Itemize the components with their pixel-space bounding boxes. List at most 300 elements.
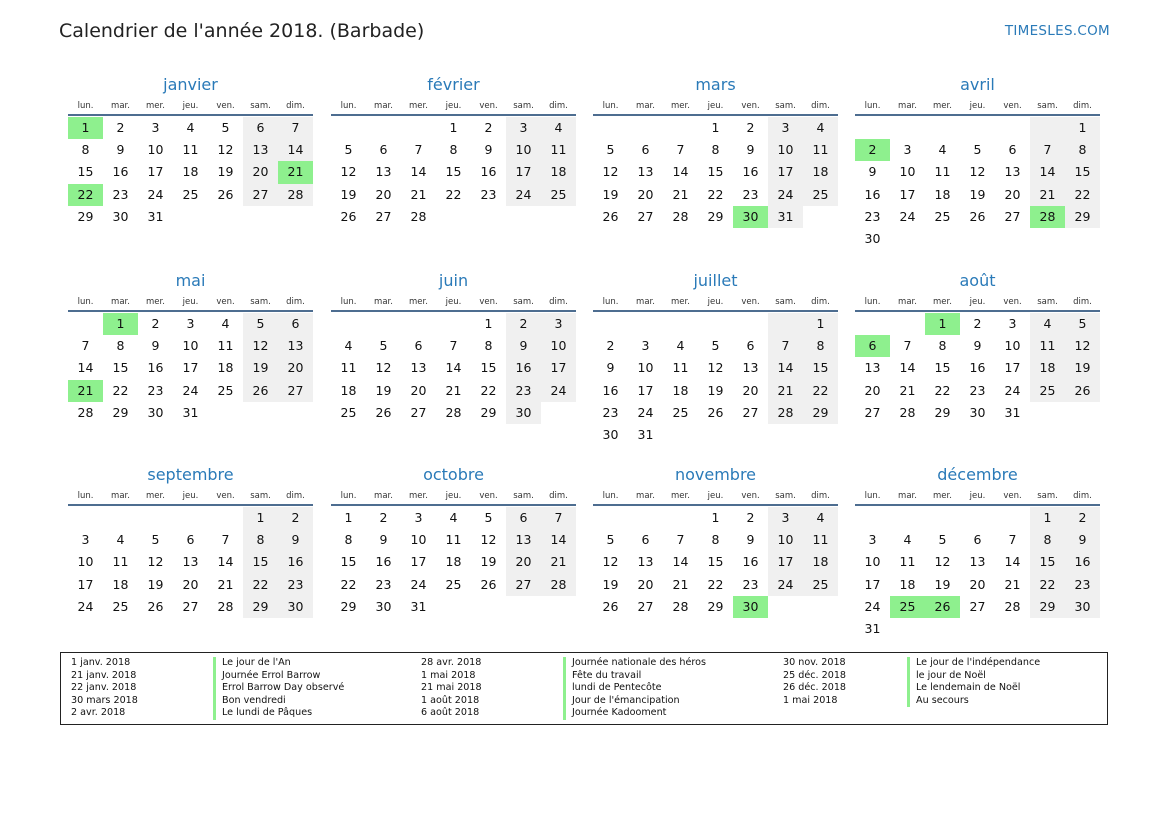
day-cell[interactable]: 1 [711,120,720,135]
day-cell[interactable]: 26 [602,208,619,224]
day-cell[interactable]: 21 [672,576,689,592]
day-cell[interactable]: 13 [375,164,392,180]
day-cell[interactable]: 7 [676,142,685,158]
day-cell[interactable]: 2 [116,120,125,135]
day-cell[interactable]: 10 [410,532,427,548]
day-cell[interactable]: 28 [541,574,576,596]
day-cell[interactable]: 26 [480,576,497,592]
day-cell[interactable]: 25 [340,404,357,420]
day-cell[interactable]: 10 [147,142,164,158]
day-cell[interactable]: 31 [768,206,803,228]
day-cell[interactable]: 2 [746,120,755,135]
day-cell[interactable]: 26 [1065,380,1100,402]
day-cell[interactable]: 23 [278,574,313,596]
day-cell[interactable]: 7 [768,335,803,357]
day-cell[interactable]: 3 [414,510,423,525]
day-cell[interactable]: 19 [340,186,357,202]
day-cell[interactable]: 17 [637,382,654,398]
day-cell[interactable]: 9 [484,142,493,158]
day-cell[interactable]: 21 [768,380,803,402]
day-cell[interactable]: 3 [641,338,650,354]
day-cell[interactable]: 24 [506,184,541,206]
day-cell[interactable]: 11 [803,529,838,551]
day-cell[interactable]: 13 [637,164,654,180]
brand-logo-link[interactable]: TIMESLES.COM [1004,23,1110,39]
day-cell[interactable]: 11 [112,554,129,570]
day-cell[interactable]: 9 [151,338,160,354]
holiday-day-cell[interactable]: 1 [68,117,103,139]
day-cell[interactable]: 14 [672,164,689,180]
day-cell[interactable]: 27 [742,404,759,420]
day-cell[interactable]: 17 [768,551,803,573]
day-cell[interactable]: 20 [410,382,427,398]
day-cell[interactable]: 11 [672,360,689,376]
day-cell[interactable]: 12 [243,335,278,357]
day-cell[interactable]: 12 [602,164,619,180]
day-cell[interactable]: 16 [1065,551,1100,573]
day-cell[interactable]: 28 [278,184,313,206]
day-cell[interactable]: 1 [803,313,838,335]
day-cell[interactable]: 19 [480,554,497,570]
day-cell[interactable]: 18 [803,161,838,183]
day-cell[interactable]: 16 [112,164,129,180]
day-cell[interactable]: 14 [217,554,234,570]
day-cell[interactable]: 5 [1065,313,1100,335]
day-cell[interactable]: 23 [506,380,541,402]
day-cell[interactable]: 30 [506,402,541,424]
day-cell[interactable]: 16 [742,164,759,180]
day-cell[interactable]: 12 [1065,335,1100,357]
day-cell[interactable]: 14 [541,529,576,551]
day-cell[interactable]: 9 [116,142,125,158]
day-cell[interactable]: 6 [1008,142,1017,158]
day-cell[interactable]: 28 [768,402,803,424]
day-cell[interactable]: 20 [637,186,654,202]
day-cell[interactable]: 20 [375,186,392,202]
day-cell[interactable]: 12 [934,554,951,570]
day-cell[interactable]: 15 [243,551,278,573]
day-cell[interactable]: 24 [147,186,164,202]
day-cell[interactable]: 12 [969,164,986,180]
holiday-day-cell[interactable]: 28 [1030,206,1065,228]
day-cell[interactable]: 6 [278,313,313,335]
day-cell[interactable]: 22 [803,380,838,402]
day-cell[interactable]: 18 [934,186,951,202]
day-cell[interactable]: 8 [449,142,458,158]
day-cell[interactable]: 30 [147,404,164,420]
day-cell[interactable]: 16 [278,551,313,573]
day-cell[interactable]: 6 [506,507,541,529]
day-cell[interactable]: 27 [375,208,392,224]
day-cell[interactable]: 27 [278,380,313,402]
day-cell[interactable]: 22 [707,576,724,592]
day-cell[interactable]: 13 [506,529,541,551]
day-cell[interactable]: 9 [379,532,388,548]
day-cell[interactable]: 4 [116,532,125,548]
day-cell[interactable]: 20 [637,576,654,592]
day-cell[interactable]: 13 [969,554,986,570]
day-cell[interactable]: 23 [147,382,164,398]
day-cell[interactable]: 27 [864,404,881,420]
day-cell[interactable]: 9 [868,164,877,180]
day-cell[interactable]: 8 [243,529,278,551]
day-cell[interactable]: 1 [1065,117,1100,139]
day-cell[interactable]: 24 [768,574,803,596]
day-cell[interactable]: 8 [711,142,720,158]
holiday-day-cell[interactable]: 1 [925,313,960,335]
day-cell[interactable]: 18 [217,360,234,376]
day-cell[interactable]: 4 [938,142,947,158]
day-cell[interactable]: 19 [375,382,392,398]
day-cell[interactable]: 8 [938,338,947,354]
day-cell[interactable]: 8 [1030,529,1065,551]
day-cell[interactable]: 6 [379,142,388,158]
day-cell[interactable]: 25 [445,576,462,592]
day-cell[interactable]: 11 [1030,335,1065,357]
day-cell[interactable]: 5 [243,313,278,335]
day-cell[interactable]: 15 [340,554,357,570]
day-cell[interactable]: 3 [903,142,912,158]
day-cell[interactable]: 20 [1004,186,1021,202]
day-cell[interactable]: 2 [746,510,755,525]
day-cell[interactable]: 21 [541,551,576,573]
day-cell[interactable]: 26 [340,208,357,224]
day-cell[interactable]: 9 [278,529,313,551]
day-cell[interactable]: 6 [186,532,195,548]
day-cell[interactable]: 18 [672,382,689,398]
day-cell[interactable]: 19 [934,576,951,592]
day-cell[interactable]: 5 [151,532,160,548]
day-cell[interactable]: 8 [803,335,838,357]
day-cell[interactable]: 31 [637,426,654,442]
day-cell[interactable]: 25 [672,404,689,420]
day-cell[interactable]: 21 [1004,576,1021,592]
day-cell[interactable]: 24 [77,598,94,614]
day-cell[interactable]: 31 [1004,404,1021,420]
day-cell[interactable]: 24 [1004,382,1021,398]
day-cell[interactable]: 14 [410,164,427,180]
day-cell[interactable]: 10 [182,338,199,354]
day-cell[interactable]: 23 [742,576,759,592]
day-cell[interactable]: 12 [480,532,497,548]
day-cell[interactable]: 7 [541,507,576,529]
day-cell[interactable]: 27 [243,184,278,206]
day-cell[interactable]: 4 [541,117,576,139]
day-cell[interactable]: 20 [969,576,986,592]
day-cell[interactable]: 24 [541,380,576,402]
day-cell[interactable]: 17 [1004,360,1021,376]
day-cell[interactable]: 8 [484,338,493,354]
day-cell[interactable]: 7 [221,532,230,548]
day-cell[interactable]: 10 [637,360,654,376]
day-cell[interactable]: 11 [182,142,199,158]
day-cell[interactable]: 7 [676,532,685,548]
day-cell[interactable]: 17 [864,576,881,592]
day-cell[interactable]: 4 [803,507,838,529]
day-cell[interactable]: 16 [602,382,619,398]
day-cell[interactable]: 18 [112,576,129,592]
day-cell[interactable]: 30 [278,596,313,618]
day-cell[interactable]: 3 [81,532,90,548]
day-cell[interactable]: 13 [1004,164,1021,180]
holiday-day-cell[interactable]: 21 [68,380,103,402]
day-cell[interactable]: 10 [541,335,576,357]
day-cell[interactable]: 13 [182,554,199,570]
day-cell[interactable]: 30 [375,598,392,614]
day-cell[interactable]: 3 [768,507,803,529]
day-cell[interactable]: 6 [414,338,423,354]
day-cell[interactable]: 2 [278,507,313,529]
day-cell[interactable]: 22 [243,574,278,596]
day-cell[interactable]: 5 [973,142,982,158]
day-cell[interactable]: 1 [449,120,458,135]
day-cell[interactable]: 18 [182,164,199,180]
day-cell[interactable]: 16 [480,164,497,180]
day-cell[interactable]: 11 [803,139,838,161]
day-cell[interactable]: 29 [243,596,278,618]
day-cell[interactable]: 27 [410,404,427,420]
day-cell[interactable]: 6 [746,338,755,354]
day-cell[interactable]: 24 [637,404,654,420]
day-cell[interactable]: 23 [742,186,759,202]
day-cell[interactable]: 1 [243,507,278,529]
day-cell[interactable]: 15 [1065,161,1100,183]
day-cell[interactable]: 11 [217,338,234,354]
day-cell[interactable]: 21 [899,382,916,398]
day-cell[interactable]: 8 [344,532,353,548]
day-cell[interactable]: 13 [243,139,278,161]
day-cell[interactable]: 29 [340,598,357,614]
day-cell[interactable]: 15 [707,554,724,570]
day-cell[interactable]: 12 [602,554,619,570]
day-cell[interactable]: 23 [112,186,129,202]
day-cell[interactable]: 23 [480,186,497,202]
day-cell[interactable]: 4 [449,510,458,525]
day-cell[interactable]: 7 [1008,532,1017,548]
day-cell[interactable]: 17 [768,161,803,183]
day-cell[interactable]: 5 [938,532,947,548]
day-cell[interactable]: 28 [672,598,689,614]
day-cell[interactable]: 18 [1030,357,1065,379]
day-cell[interactable]: 24 [899,208,916,224]
day-cell[interactable]: 8 [1065,139,1100,161]
day-cell[interactable]: 23 [1065,574,1100,596]
day-cell[interactable]: 24 [410,576,427,592]
day-cell[interactable]: 19 [969,186,986,202]
day-cell[interactable]: 26 [243,380,278,402]
day-cell[interactable]: 4 [344,338,353,354]
day-cell[interactable]: 2 [484,120,493,135]
day-cell[interactable]: 13 [864,360,881,376]
day-cell[interactable]: 5 [344,142,353,158]
day-cell[interactable]: 17 [77,576,94,592]
day-cell[interactable]: 6 [973,532,982,548]
day-cell[interactable]: 12 [340,164,357,180]
day-cell[interactable]: 25 [182,186,199,202]
day-cell[interactable]: 9 [506,335,541,357]
day-cell[interactable]: 25 [934,208,951,224]
day-cell[interactable]: 26 [969,208,986,224]
day-cell[interactable]: 21 [672,186,689,202]
day-cell[interactable]: 10 [864,554,881,570]
day-cell[interactable]: 27 [637,598,654,614]
day-cell[interactable]: 2 [506,313,541,335]
day-cell[interactable]: 9 [606,360,615,376]
day-cell[interactable]: 25 [217,382,234,398]
day-cell[interactable]: 22 [480,382,497,398]
holiday-day-cell[interactable]: 30 [733,206,768,228]
day-cell[interactable]: 14 [1004,554,1021,570]
holiday-day-cell[interactable]: 2 [855,139,890,161]
day-cell[interactable]: 4 [676,338,685,354]
day-cell[interactable]: 20 [243,161,278,183]
day-cell[interactable]: 12 [375,360,392,376]
day-cell[interactable]: 16 [864,186,881,202]
day-cell[interactable]: 14 [899,360,916,376]
day-cell[interactable]: 31 [147,208,164,224]
day-cell[interactable]: 23 [864,208,881,224]
day-cell[interactable]: 7 [278,117,313,139]
day-cell[interactable]: 3 [506,117,541,139]
day-cell[interactable]: 22 [1065,184,1100,206]
day-cell[interactable]: 29 [480,404,497,420]
day-cell[interactable]: 3 [151,120,160,135]
day-cell[interactable]: 5 [484,510,493,525]
day-cell[interactable]: 29 [707,598,724,614]
day-cell[interactable]: 22 [340,576,357,592]
day-cell[interactable]: 20 [506,551,541,573]
day-cell[interactable]: 11 [934,164,951,180]
day-cell[interactable]: 4 [221,316,230,331]
day-cell[interactable]: 4 [803,117,838,139]
day-cell[interactable]: 10 [768,529,803,551]
day-cell[interactable]: 14 [77,360,94,376]
day-cell[interactable]: 9 [973,338,982,354]
day-cell[interactable]: 12 [147,554,164,570]
holiday-day-cell[interactable]: 26 [925,596,960,618]
day-cell[interactable]: 25 [1030,380,1065,402]
day-cell[interactable]: 16 [375,554,392,570]
day-cell[interactable]: 9 [746,532,755,548]
day-cell[interactable]: 13 [410,360,427,376]
day-cell[interactable]: 17 [147,164,164,180]
day-cell[interactable]: 11 [899,554,916,570]
day-cell[interactable]: 14 [768,357,803,379]
day-cell[interactable]: 19 [707,382,724,398]
day-cell[interactable]: 16 [506,357,541,379]
day-cell[interactable]: 29 [77,208,94,224]
day-cell[interactable]: 27 [637,208,654,224]
day-cell[interactable]: 26 [217,186,234,202]
day-cell[interactable]: 2 [606,338,615,354]
day-cell[interactable]: 2 [973,316,982,331]
day-cell[interactable]: 30 [112,208,129,224]
day-cell[interactable]: 18 [445,554,462,570]
day-cell[interactable]: 17 [506,161,541,183]
day-cell[interactable]: 13 [278,335,313,357]
holiday-day-cell[interactable]: 22 [68,184,103,206]
day-cell[interactable]: 5 [606,142,615,158]
holiday-day-cell[interactable]: 30 [733,596,768,618]
day-cell[interactable]: 29 [707,208,724,224]
day-cell[interactable]: 29 [1030,596,1065,618]
day-cell[interactable]: 21 [445,382,462,398]
day-cell[interactable]: 19 [1065,357,1100,379]
day-cell[interactable]: 16 [742,554,759,570]
day-cell[interactable]: 19 [147,576,164,592]
day-cell[interactable]: 7 [81,338,90,354]
day-cell[interactable]: 9 [1065,529,1100,551]
day-cell[interactable]: 1 [484,316,493,331]
day-cell[interactable]: 25 [112,598,129,614]
day-cell[interactable]: 23 [602,404,619,420]
day-cell[interactable]: 14 [445,360,462,376]
day-cell[interactable]: 11 [340,360,357,376]
day-cell[interactable]: 29 [1065,206,1100,228]
day-cell[interactable]: 24 [182,382,199,398]
day-cell[interactable]: 17 [899,186,916,202]
day-cell[interactable]: 1 [1030,507,1065,529]
day-cell[interactable]: 20 [742,382,759,398]
day-cell[interactable]: 17 [410,554,427,570]
day-cell[interactable]: 19 [243,357,278,379]
day-cell[interactable]: 9 [746,142,755,158]
day-cell[interactable]: 21 [1030,184,1065,206]
day-cell[interactable]: 5 [606,532,615,548]
day-cell[interactable]: 22 [445,186,462,202]
day-cell[interactable]: 20 [864,382,881,398]
day-cell[interactable]: 15 [77,164,94,180]
day-cell[interactable]: 16 [969,360,986,376]
day-cell[interactable]: 22 [707,186,724,202]
day-cell[interactable]: 3 [1008,316,1017,331]
day-cell[interactable]: 31 [864,620,881,636]
day-cell[interactable]: 7 [903,338,912,354]
day-cell[interactable]: 28 [1004,598,1021,614]
day-cell[interactable]: 6 [641,532,650,548]
day-cell[interactable]: 30 [969,404,986,420]
day-cell[interactable]: 12 [217,142,234,158]
day-cell[interactable]: 6 [243,117,278,139]
day-cell[interactable]: 7 [1030,139,1065,161]
day-cell[interactable]: 27 [182,598,199,614]
day-cell[interactable]: 22 [934,382,951,398]
day-cell[interactable]: 10 [77,554,94,570]
day-cell[interactable]: 29 [112,404,129,420]
day-cell[interactable]: 15 [445,164,462,180]
day-cell[interactable]: 23 [375,576,392,592]
day-cell[interactable]: 27 [1004,208,1021,224]
day-cell[interactable]: 28 [672,208,689,224]
day-cell[interactable]: 15 [480,360,497,376]
day-cell[interactable]: 2 [151,316,160,331]
day-cell[interactable]: 28 [410,208,427,224]
day-cell[interactable]: 18 [541,161,576,183]
day-cell[interactable]: 18 [803,551,838,573]
day-cell[interactable]: 28 [899,404,916,420]
day-cell[interactable]: 19 [217,164,234,180]
day-cell[interactable]: 14 [278,139,313,161]
day-cell[interactable]: 21 [410,186,427,202]
day-cell[interactable]: 3 [186,316,195,331]
day-cell[interactable]: 19 [602,576,619,592]
day-cell[interactable]: 26 [707,404,724,420]
day-cell[interactable]: 4 [903,532,912,548]
holiday-day-cell[interactable]: 21 [278,161,313,183]
holiday-day-cell[interactable]: 25 [890,596,925,618]
day-cell[interactable]: 1 [344,510,353,525]
day-cell[interactable]: 15 [707,164,724,180]
